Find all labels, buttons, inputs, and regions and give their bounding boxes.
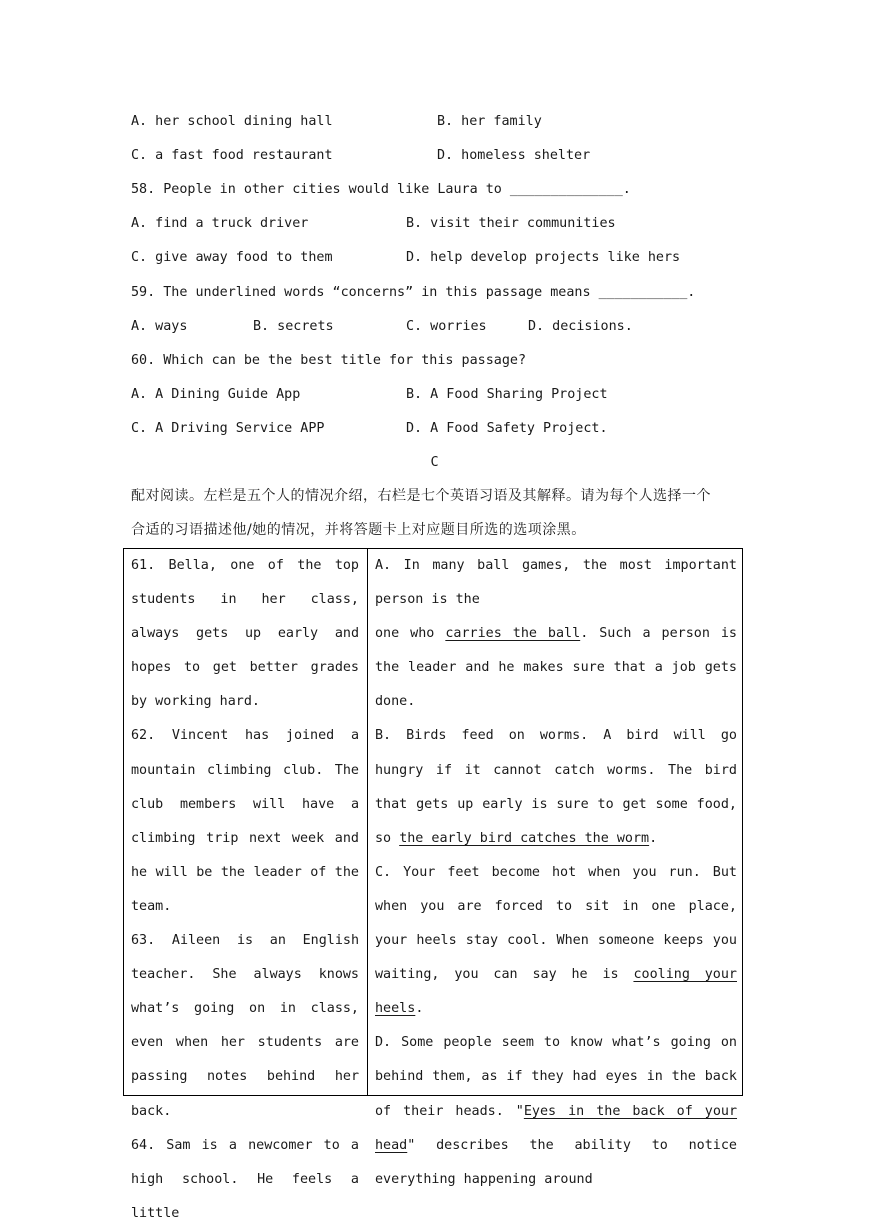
section-instruction-line2: 合适的习语描述他/她的情况，并将答题卡上对应题目所选的选项涂黑。 (131, 522, 586, 538)
table-left-column (131, 549, 359, 1221)
idiom-a-phrase: carries the ball (445, 626, 581, 642)
person-61: 61. Bella, one of the top students in her class, always gets up early and hopes to get better grades by working hard. (131, 558, 359, 710)
idiom-a-explanation (375, 617, 737, 719)
person-63: 63. Aileen is an English teacher. She always knows what’s going on in class, even when her students are passing notes behind her back. (131, 933, 359, 1119)
q60-option-c: C. A Driving Service APP (131, 421, 325, 436)
idiom-c-pre: C. Your feet become hot when you run. But when you are forced to sit in one place, your heels stay cool. When someone keeps you waiting, you can say he is (375, 864, 737, 983)
idiom-a-pre: one who (375, 626, 446, 642)
person-64: 64. Sam is a newcomer to a high school. He feels a little (131, 1137, 359, 1221)
q59-stem: 59. The underlined words “concerns” in this passage means ___________. (131, 285, 696, 300)
idiom-c-phrase: cooling your heels (375, 967, 737, 1017)
idiom-b-post: . (649, 830, 658, 846)
idiom-c-explanation (375, 856, 737, 1026)
idiom-d-post: " describes the ability to notice everything happening around (375, 1137, 737, 1187)
idiom-a-post: . Such a person is the leader and he makes sure that a job gets done. (375, 626, 737, 710)
idiom-b-pre: B. Birds feed on worms. A bird will go hungry if it cannot catch worms. The bird that gets up early is sure to get some food, so (375, 728, 737, 846)
q60-option-a: A. A Dining Guide App (131, 387, 301, 402)
idiom-a-line1: A. In many ball games, the most important person is the (375, 558, 737, 608)
q59-option-b: B. secrets (253, 319, 334, 334)
section-instruction-line1: 配对阅读。左栏是五个人的情况介绍，右栏是七个英语习语及其解释。请为每个人选择一个 (131, 488, 711, 504)
idiom-b-explanation (375, 719, 737, 855)
table-column-divider (367, 548, 368, 1096)
q60-option-d: D. A Food Safety Project. (406, 421, 608, 436)
idiom-d-explanation (375, 1026, 737, 1196)
q60-stem: 60. Which can be the best title for this passage? (131, 353, 527, 368)
q58-option-a: A. find a truck driver (131, 216, 309, 231)
section-heading: C (430, 455, 439, 470)
q57-option-c: C. a fast food restaurant (131, 148, 333, 163)
q59-option-c: C. worries (406, 319, 487, 334)
q58-option-d: D. help develop projects like hers (406, 250, 681, 265)
idiom-b-phrase: the early bird catches the worm (399, 830, 650, 846)
q59-option-a: A. ways (131, 319, 188, 334)
q57-option-a: A. her school dining hall (131, 114, 333, 129)
table-right-column (375, 549, 738, 1187)
q60-option-b: B. A Food Sharing Project (406, 387, 608, 402)
idiom-d-pre: D. Some people seem to know what’s going on behind them, as if they had eyes in the back of their heads. " (375, 1035, 737, 1119)
q58-option-c: C. give away food to them (131, 250, 333, 265)
q58-option-b: B. visit their communities (406, 216, 616, 231)
idiom-d-phrase: Eyes in the back of your head (375, 1103, 738, 1153)
q59-option-d: D. decisions. (528, 319, 633, 334)
q58-stem: 58. People in other cities would like Laura to ______________. (131, 182, 631, 197)
q57-option-d: D. homeless shelter (437, 148, 591, 163)
person-62: 62. Vincent has joined a mountain climbing club. The club members will have a climbing trip next week and he will be the leader of the team. (131, 728, 359, 914)
q57-option-b: B. her family (437, 114, 542, 129)
idiom-c-post: . (415, 1001, 424, 1017)
